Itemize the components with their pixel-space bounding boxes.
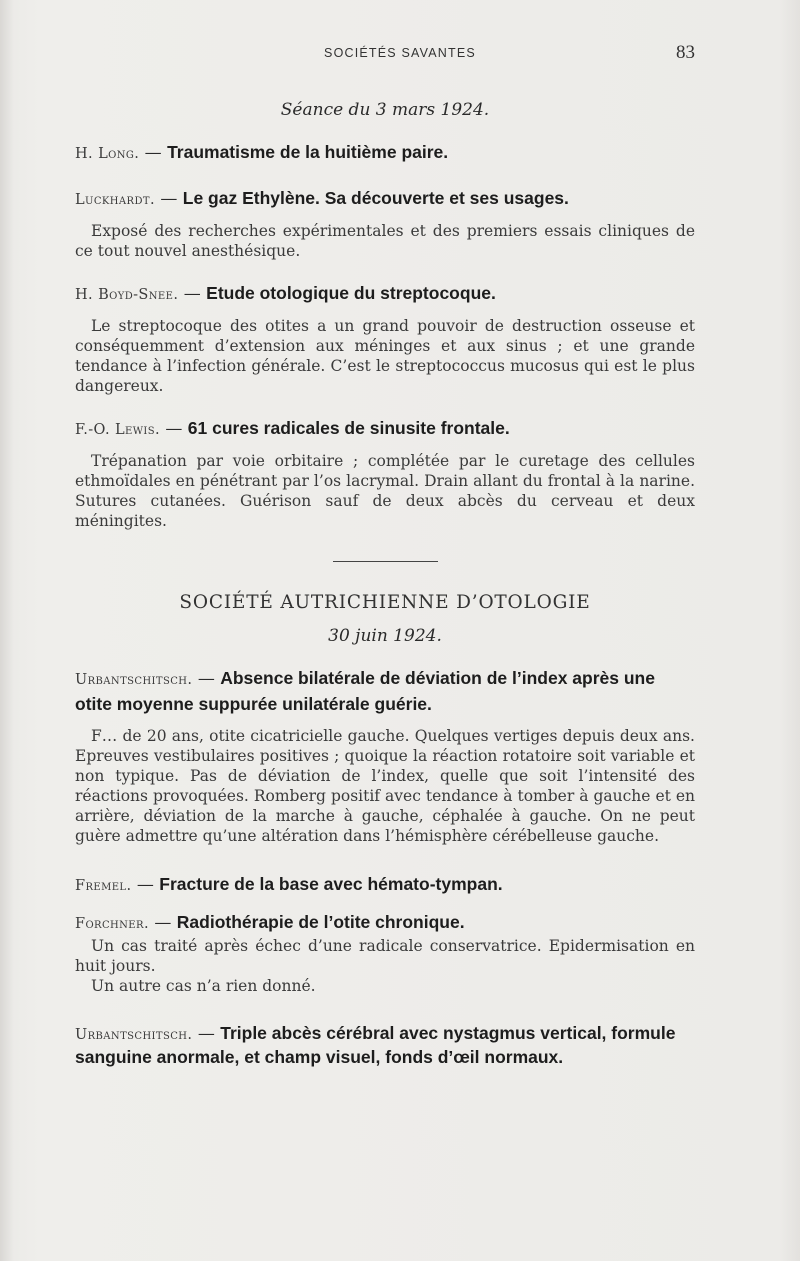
entry-lewis xyxy=(75,416,695,442)
entry-luckhardt xyxy=(75,186,695,212)
entry-paragraph: Le streptocoque des otites a un grand pouvoir de destruction osseuse et conséquemment d’extension aux méninges et aux sinus ; et une grande tendance à l’infection générale. C’est le streptococcus mucosus qui est le plus dangereux. xyxy=(75,317,695,395)
entry-paragraph: Un autre cas n’a rien donné. xyxy=(91,977,316,995)
running-head: SOCIÉTÉS SAVANTES xyxy=(324,46,476,60)
entry-paragraph: Exposé des recherches expérimentales et des premiers essais cliniques de ce tout nouvel anesthésique. xyxy=(75,222,695,260)
author: H. Boyd-Snee. xyxy=(75,287,179,303)
entry-paragraph: Trépanation par voie orbitaire ; complétée par le curetage des cellules ethmoïdales en pénétrant par l’os lacrymal. Drain allant du frontal à la narine. Sutures cutanées. Guérison sauf de deux abcès du cerveau et deux méningites. xyxy=(75,452,695,530)
separator: — xyxy=(192,1024,221,1044)
separator: — xyxy=(178,284,207,304)
author: Forchner. xyxy=(75,916,149,932)
author: Urbantschitsch. xyxy=(75,672,193,688)
entry-title: Triple abcès cérébral avec nystagmus vertical, formule sanguine anormale, et champ visuel, fonds d’œil normaux. xyxy=(75,1023,676,1067)
section-divider xyxy=(333,561,438,562)
separator: — xyxy=(131,875,160,895)
entry-boyd-snee xyxy=(75,281,695,307)
entry-title: Radiothérapie de l’otite chronique. xyxy=(176,912,465,932)
entry-title: Etude otologique du streptocoque. xyxy=(206,283,496,303)
society-date: 30 juin 1924. xyxy=(328,626,442,646)
entry-title: 61 cures radicales de sinusite frontale. xyxy=(187,418,510,438)
entry-forchner xyxy=(75,910,695,936)
author: Urbantschitsch. xyxy=(75,1027,193,1043)
entry-title: Traumatisme de la huitième paire. xyxy=(167,142,449,162)
content xyxy=(75,92,695,1069)
separator: — xyxy=(159,419,188,439)
entry-title: Fracture de la base avec hémato-tympan. xyxy=(159,874,503,894)
entry-urbantschitsch-1 xyxy=(75,666,695,717)
entry-title: Absence bilatérale de déviation de l’index après une otite moyenne suppurée unilatérale guérie. xyxy=(75,668,655,714)
entry-urbantschitsch-2 xyxy=(75,1022,695,1069)
separator: — xyxy=(148,913,177,933)
entry-title: Le gaz Ethylène. Sa découverte et ses usages. xyxy=(182,188,569,208)
author: Luckhardt. xyxy=(75,192,155,208)
author: F.-O. Lewis. xyxy=(75,422,160,438)
entry-paragraph: F… de 20 ans, otite cicatricielle gauche. Quelques vertiges depuis deux ans. Epreuves vestibulaires positives ; quoique la réaction rotatoire soit variable et non typique. Pas de déviation de l’index, quelle que soit l’intensité des réactions provoquées. Romberg positif avec tendance à tomber à gauche et en arrière, déviation de la marche à gauche, céphalée à gauche. On ne peut guère admettre qu’une altération dans l’hémisphère cérébelleuse gauche. xyxy=(75,727,695,845)
page-number: 83 xyxy=(676,42,695,63)
author: Fremel. xyxy=(75,878,132,894)
separator: — xyxy=(139,143,168,163)
session-date: Séance du 3 mars 1924. xyxy=(280,100,490,120)
entry-paragraph: Un cas traité après échec d’une radicale conservatrice. Epidermisation en huit jours. xyxy=(75,937,695,975)
entry-long xyxy=(75,140,695,166)
society-heading: SOCIÉTÉ AUTRICHIENNE D’OTOLOGIE xyxy=(179,592,591,613)
separator: — xyxy=(154,189,183,209)
separator: — xyxy=(192,669,221,689)
entry-fremel xyxy=(75,872,695,898)
author: H. Long. xyxy=(75,146,140,162)
